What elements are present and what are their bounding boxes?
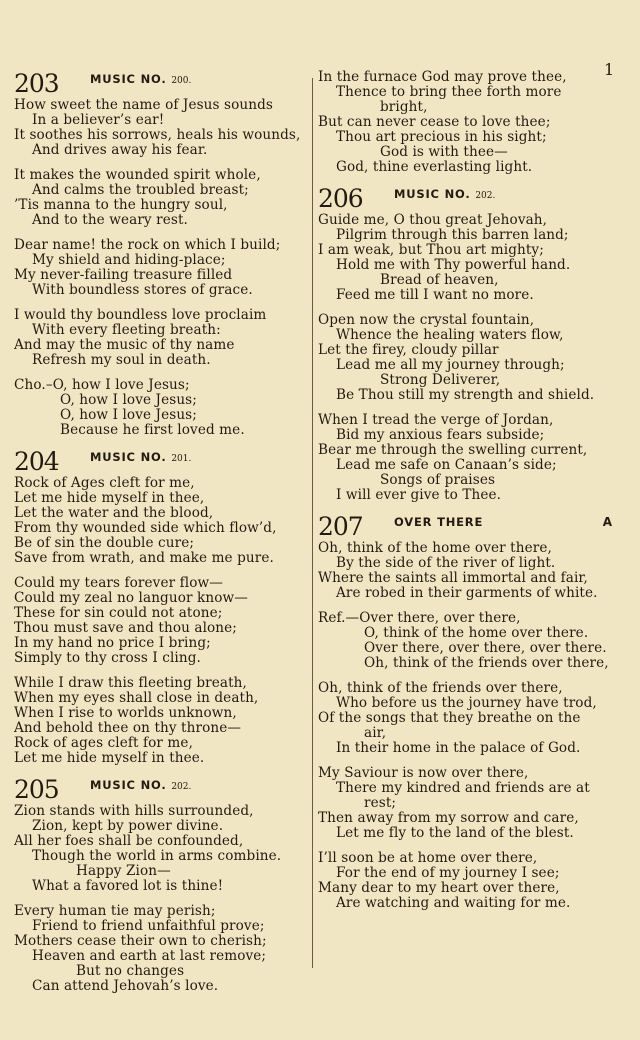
verse-line: Could my zeal no languor know— (14, 590, 248, 606)
verse-line: Zion, kept by power divine. (32, 818, 224, 834)
stanza (14, 804, 308, 894)
verse-line: Open now the crystal fountain, (318, 312, 535, 328)
stanza (14, 168, 308, 228)
hymn-number: 203 (14, 69, 59, 98)
verse-line: Rock of Ages cleft for me, (14, 475, 195, 491)
verse-line: By the side of the river of light. (336, 555, 556, 571)
verse-line: It makes the wounded spirit whole, (14, 167, 261, 183)
hymn (318, 70, 614, 175)
verse-line: There my kindred and friends are at (336, 780, 590, 796)
verse-line: Because he first loved me. (60, 422, 245, 438)
hymn (14, 448, 308, 766)
verse-line: Let the water and the blood, (14, 505, 214, 521)
verse-line: Where the saints all immortal and fair, (318, 570, 588, 586)
column-divider (312, 78, 313, 968)
verse-line: Though the world in arms combine. (32, 848, 282, 864)
verse-line: Can attend Jehovah’s love. (32, 978, 219, 994)
verse-line: My Saviour is now over there, (318, 765, 529, 781)
verse-line: Many dear to my heart over there, (318, 880, 560, 896)
verse-line: From thy wounded side which flow’d, (14, 520, 277, 536)
hymn-tune-number: 201. (171, 454, 192, 464)
stanza (14, 904, 308, 994)
verse-line: Let me hide myself in thee. (14, 750, 205, 766)
verse-line: With every fleeting breath: (32, 322, 221, 338)
verse-line: Then away from my sorrow and care, (318, 810, 579, 826)
verse-line: It soothes his sorrows, heals his wounds, (14, 127, 301, 143)
verse-line: Of the songs that they breathe on the (318, 710, 581, 726)
verse-line: And calms the troubled breast; (32, 182, 249, 198)
stanza (14, 98, 308, 158)
verse-line: Dear name! the rock on which I build; (14, 237, 281, 253)
hymn-tune-number: 200. (171, 76, 192, 86)
verse-line: Simply to thy cross I cling. (14, 650, 201, 666)
verse-line: Hold me with Thy powerful hand. (336, 257, 571, 273)
verse-line: Heaven and earth at last remove; (32, 948, 267, 964)
verse-line: Whence the healing waters flow, (336, 327, 564, 343)
verse-line: Pilgrim through this barren land; (336, 227, 569, 243)
left-column (14, 70, 308, 1004)
verse-line: Strong Deliverer, (380, 372, 501, 388)
verse-line: Lead me all my journey through; (336, 357, 565, 373)
verse-line: Be of sin the double cure; (14, 535, 195, 551)
verse-line: In a believer’s ear! (32, 112, 165, 128)
verse-line: For the end of my journey I see; (336, 865, 560, 881)
hymn-number: 206 (318, 184, 363, 213)
verse-line: Refresh my soul in death. (32, 352, 211, 368)
verse-line: Oh, think of the friends over there, (364, 655, 609, 671)
hymn-tune (90, 450, 191, 466)
stanza (318, 681, 614, 756)
hymn (14, 70, 308, 438)
hymn (318, 513, 614, 911)
stanza (14, 576, 308, 666)
verse-line: Over there, over there, over there. (364, 640, 607, 656)
verse-line: My shield and hiding-place; (32, 252, 226, 268)
verse-line: When I rise to worlds unknown, (14, 705, 237, 721)
stanza (14, 676, 308, 766)
hymn-tune (394, 515, 483, 529)
verse-line: Thou art precious in his sight; (336, 129, 547, 145)
verse-line: Ref.—Over there, over there, (318, 610, 521, 626)
stanza (14, 308, 308, 368)
verse-line: Be Thou still my strength and shield. (336, 387, 595, 403)
verse-line: My never-failing treasure filled (14, 267, 233, 283)
verse-line: Songs of praises (380, 472, 496, 488)
verse-line: Zion stands with hills surrounded, (14, 803, 254, 819)
stanza (318, 213, 614, 303)
verse-line: Feed me till I want no more. (336, 287, 534, 303)
verse-line: I will ever give to Thee. (336, 487, 502, 503)
verse-line: These for sin could not atone; (14, 605, 223, 621)
verse-line: And drives away his fear. (32, 142, 208, 158)
stanza (318, 766, 614, 841)
stanza (318, 541, 614, 601)
stanza (318, 413, 614, 503)
verse-line: All her foes shall be confounded, (14, 833, 244, 849)
verse-line: Bear me through the swelling current, (318, 442, 588, 458)
verse-line: rest; (364, 795, 397, 811)
verse-line: With boundless stores of grace. (32, 282, 253, 298)
verse-line: Thou must save and thou alone; (14, 620, 237, 636)
stanza (318, 851, 614, 911)
hymn-tune (90, 72, 191, 88)
verse-line: Are robed in their garments of white. (336, 585, 598, 601)
hymn-tune (394, 187, 495, 203)
right-column (318, 70, 614, 921)
verse-line: air, (364, 725, 387, 741)
verse-line: Bread of heaven, (380, 272, 499, 288)
verse-line: Let me hide myself in thee, (14, 490, 205, 506)
verse-line: In the furnace God may prove thee, (318, 69, 567, 85)
verse-line: How sweet the name of Jesus sounds (14, 97, 273, 113)
hymn-tune-label: MUSIC NO. (90, 450, 167, 464)
verse-line: Happy Zion— (76, 863, 171, 879)
verse-line: O, think of the home over there. (364, 625, 589, 641)
verse-line: Let the firey, cloudy pillar (318, 342, 499, 358)
verse-line: bright, (380, 99, 428, 115)
verse-line: What a favored lot is thine! (32, 878, 224, 894)
verse-line: But no changes (76, 963, 185, 979)
verse-line: Oh, think of the home over there, (318, 540, 552, 556)
hymn-number: 205 (14, 775, 59, 804)
corner-mark: 1 (604, 60, 615, 79)
stanza (318, 70, 614, 175)
stanza (318, 611, 614, 671)
verse-line: I’ll soon be at home over there, (318, 850, 538, 866)
verse-line: But can never cease to love thee; (318, 114, 551, 130)
verse-line: Are watching and waiting for me. (336, 895, 571, 911)
stanza (318, 313, 614, 403)
hymn-tune-label: OVER THERE (394, 515, 484, 529)
hymn-number: 204 (14, 447, 59, 476)
stanza (14, 378, 308, 438)
verse-line: Guide me, O thou great Jehovah, (318, 212, 548, 228)
hymn-header (14, 70, 308, 98)
verse-line: When my eyes shall close in death, (14, 690, 259, 706)
verse-line: And to the weary rest. (32, 212, 188, 228)
hymn-header (14, 448, 308, 476)
hymn-tune-number: 202. (171, 782, 192, 792)
verse-line: And behold thee on thy throne— (14, 720, 242, 736)
verse-line: Thence to bring thee forth more (336, 84, 562, 100)
verse-line: In their home in the palace of God. (336, 740, 581, 756)
verse-line: O, how I love Jesus; (60, 392, 197, 408)
verse-line: ’Tis manna to the hungry soul, (14, 197, 228, 213)
verse-line: I would thy boundless love proclaim (14, 307, 267, 323)
verse-line: Cho.–O, how I love Jesus; (14, 377, 190, 393)
hymn-tune-label: MUSIC NO. (90, 72, 167, 86)
verse-line: O, how I love Jesus; (60, 407, 197, 423)
verse-line: I am weak, but Thou art mighty; (318, 242, 544, 258)
hymn-tune-label: MUSIC NO. (394, 187, 471, 201)
hymn-header (318, 185, 614, 213)
stanza (14, 238, 308, 298)
stanza (14, 476, 308, 566)
verse-line: Friend to friend unfaithful prove; (32, 918, 265, 934)
verse-line: Oh, think of the friends over there, (318, 680, 563, 696)
hymn-header (318, 513, 614, 541)
verse-line: Lead me safe on Canaan’s side; (336, 457, 557, 473)
verse-line: God is with thee— (380, 144, 508, 160)
hymn-header (14, 776, 308, 804)
hymn-tune (90, 778, 191, 794)
verse-line: And may the music of thy name (14, 337, 235, 353)
verse-line: While I draw this fleeting breath, (14, 675, 247, 691)
verse-line: Mothers cease their own to cherish; (14, 933, 267, 949)
hymn (14, 776, 308, 994)
hymn-number: 207 (318, 512, 363, 541)
hymn (318, 185, 614, 503)
verse-line: Save from wrath, and make me pure. (14, 550, 274, 566)
verse-line: Bid my anxious fears subside; (336, 427, 545, 443)
verse-line: When I tread the verge of Jordan, (318, 412, 554, 428)
verse-line: In my hand no price I bring; (14, 635, 211, 651)
verse-line: Every human tie may perish; (14, 903, 216, 919)
hymn-tag: A (602, 515, 612, 529)
hymn-tune-label: MUSIC NO. (90, 778, 167, 792)
verse-line: Who before us the journey have trod, (336, 695, 597, 711)
hymn-tune-number: 202. (475, 191, 496, 201)
verse-line: Rock of ages cleft for me, (14, 735, 193, 751)
verse-line: God, thine everlasting light. (336, 159, 533, 175)
verse-line: Let me fly to the land of the blest. (336, 825, 574, 841)
verse-line: Could my tears forever flow— (14, 575, 223, 591)
